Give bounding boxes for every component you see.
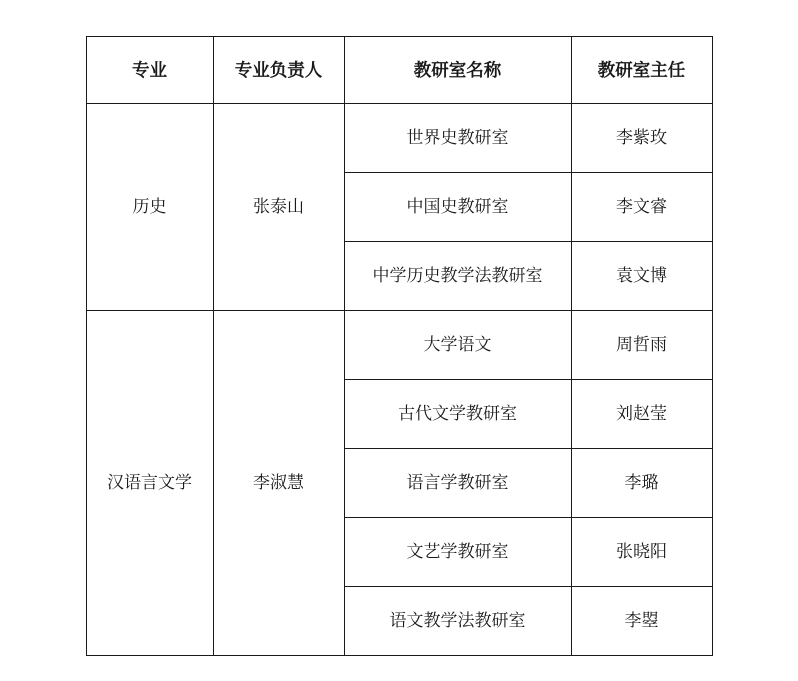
table-body	[86, 104, 712, 656]
cell-chief: 李璐	[571, 449, 712, 518]
cell-chief: 李文睿	[571, 173, 712, 242]
cell-office: 文艺学教研室	[344, 518, 571, 587]
cell-office: 大学语文	[344, 311, 571, 380]
cell-chief: 张晓阳	[571, 518, 712, 587]
table-header	[86, 37, 712, 104]
header-row	[86, 37, 712, 104]
cell-major: 历史	[86, 104, 213, 311]
cell-chief: 李曌	[571, 587, 712, 656]
cell-leader: 李淑慧	[213, 311, 344, 656]
column-header-leader: 专业负责人	[213, 37, 344, 104]
column-header-office: 教研室名称	[344, 37, 571, 104]
teaching-office-table	[86, 36, 713, 656]
cell-leader: 张泰山	[213, 104, 344, 311]
cell-office: 语文教学法教研室	[344, 587, 571, 656]
cell-office: 中国史教研室	[344, 173, 571, 242]
cell-chief: 周哲雨	[571, 311, 712, 380]
cell-chief: 袁文博	[571, 242, 712, 311]
column-header-chief: 教研室主任	[571, 37, 712, 104]
column-header-major: 专业	[86, 37, 213, 104]
table-row	[86, 104, 712, 173]
cell-office: 古代文学教研室	[344, 380, 571, 449]
cell-chief: 刘赵莹	[571, 380, 712, 449]
cell-office: 中学历史教学法教研室	[344, 242, 571, 311]
cell-office: 语言学教研室	[344, 449, 571, 518]
cell-major: 汉语言文学	[86, 311, 213, 656]
cell-office: 世界史教研室	[344, 104, 571, 173]
table-row	[86, 311, 712, 380]
table-container	[86, 36, 713, 656]
cell-chief: 李紫玫	[571, 104, 712, 173]
